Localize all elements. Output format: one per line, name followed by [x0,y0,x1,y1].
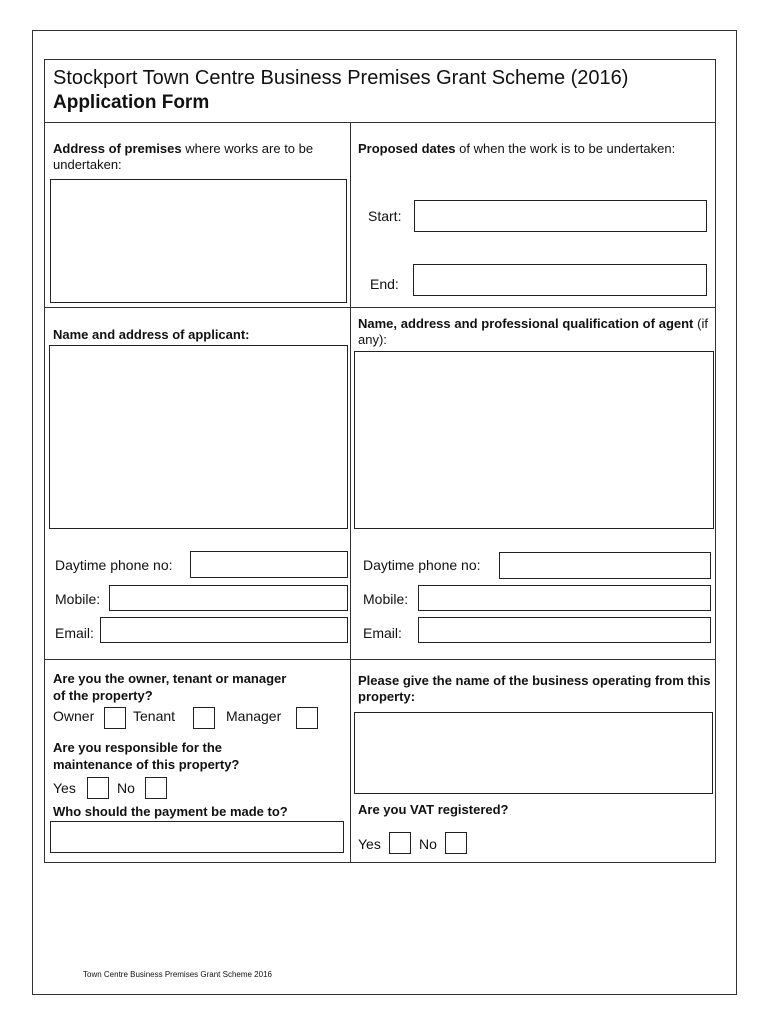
agent-label: Name, address and professional qualification of agent (if any): [358,316,708,347]
vat-no-checkbox[interactable] [445,832,467,854]
payment-question: Who should the payment be made to? [53,804,288,819]
vat-yes-label: Yes [358,836,381,852]
agent-phone-label: Daytime phone no: [363,557,481,573]
start-date-field[interactable] [414,200,707,232]
applicant-address-field[interactable] [49,345,348,529]
premises-address-field[interactable] [50,179,347,303]
payment-field[interactable] [50,821,344,853]
owner-label: Owner [53,708,95,724]
applicant-phone-label: Daytime phone no: [55,557,173,573]
agent-email-field[interactable] [418,617,711,643]
column-divider [350,122,351,863]
maintenance-yes-checkbox[interactable] [87,777,109,799]
row1-divider [44,307,716,308]
manager-checkbox[interactable] [296,707,318,729]
agent-mobile-field[interactable] [418,585,711,611]
owner-checkbox[interactable] [104,707,126,729]
maintenance-no-label: No [117,780,135,796]
business-question: Please give the name of the business operating from this property: [358,673,711,704]
tenant-checkbox[interactable] [193,707,215,729]
applicant-mobile-field[interactable] [109,585,348,611]
role-question: Are you the owner, tenant or manager of the property? [53,671,287,703]
vat-yes-checkbox[interactable] [389,832,411,854]
manager-label: Manager [226,708,282,724]
applicant-phone-field[interactable] [190,551,348,578]
maintenance-no-checkbox[interactable] [145,777,167,799]
dates-label: Proposed dates of when the work is to be undertaken: [358,141,676,156]
agent-mobile-label: Mobile: [363,591,409,607]
start-label: Start: [368,208,402,224]
end-label: End: [370,276,399,292]
applicant-label: Name and address of applicant: [53,327,250,342]
form-title: Stockport Town Centre Business Premises Grant Scheme (2016) [53,67,629,89]
end-date-field[interactable] [413,264,707,296]
business-name-field[interactable] [354,712,713,794]
maintenance-yes-label: Yes [53,780,76,796]
applicant-email-label: Email: [55,625,94,641]
row2-divider [44,659,716,660]
header-divider [44,122,716,123]
tenant-label: Tenant [133,708,176,724]
applicant-mobile-label: Mobile: [55,591,101,607]
premises-label: Address of premises where works are to be undertaken: [53,141,314,172]
applicant-email-field[interactable] [100,617,348,643]
form-subtitle: Application Form [53,92,210,113]
agent-email-label: Email: [363,625,402,641]
agent-details-field[interactable] [354,351,714,529]
agent-phone-field[interactable] [499,552,711,579]
page-footer: Town Centre Business Premises Grant Scheme 2016 [83,970,272,979]
vat-no-label: No [419,836,437,852]
vat-question: Are you VAT registered? [358,802,509,817]
maintenance-question: Are you responsible for the maintenance of this property? [53,740,240,772]
